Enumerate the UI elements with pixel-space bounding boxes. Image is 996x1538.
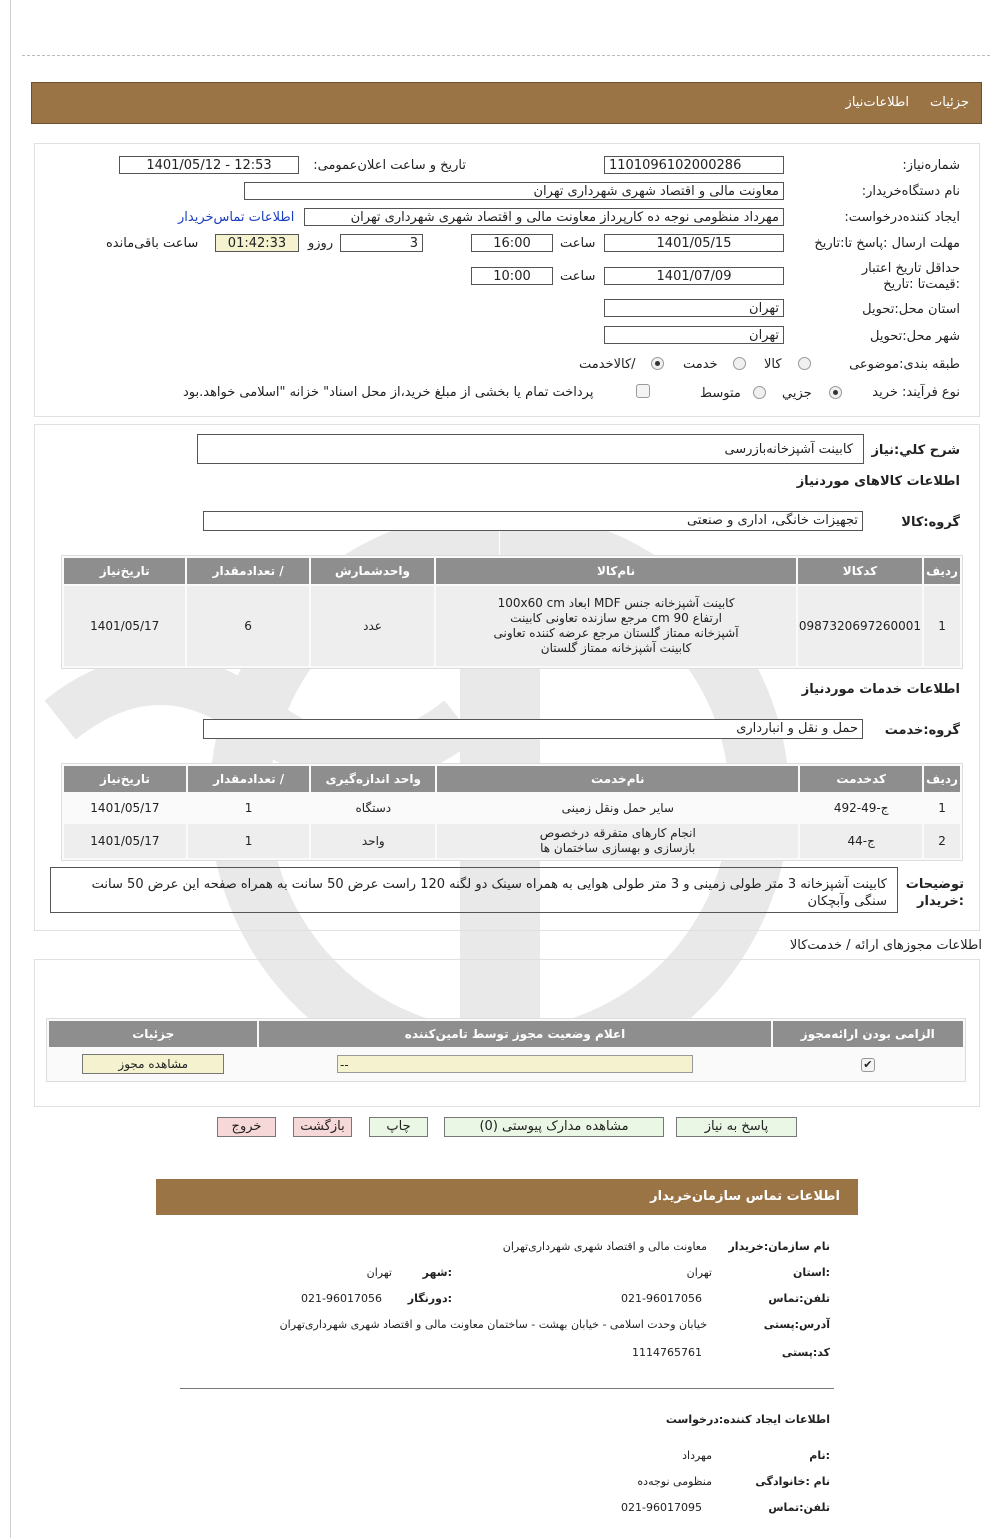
deadline-time-label: ساعت [560,236,596,251]
service-col-name: نام‌خدمت [437,766,798,792]
service-group-label: گروه:خدمت [884,723,960,738]
contact-org-value: معاونت مالی و اقتصاد شهری شهرداری‌تهران [502,1240,707,1253]
service-col-date: تاریخ‌نیاز [64,766,186,792]
goods-cell-unit: عدد [311,586,434,666]
goods-table-header [64,558,960,584]
permits-table-header [49,1021,963,1047]
service-col-row: ردیف [924,766,960,792]
exit-button[interactable]: خروج [217,1117,276,1137]
contact-postal-value: 1114765761 [632,1346,702,1359]
radio-service-label: خدمت [683,357,718,372]
deadline-label: مهلت ارسال :پاسخ تا:تاریخ [814,236,960,251]
table-row [64,586,960,666]
table-row [64,824,960,858]
contact-divider [180,1388,834,1389]
goods-cell-name: کابینت آشپزخانه جنس MDF ابعاد 100x60 cm ارتفاع 90 cm مرجع سازنده تعاونی کابینت آشپزخانه ممتاز گلستان مرجع عرضه کننده تعاونی کابینت آشپزخانه ممتاز گلستان [436,586,796,666]
contact-header-bar [156,1179,858,1215]
permits-section-title: اطلاعات مجوزهای ارائه / خدمت‌کالا [789,938,982,953]
contact-org-label: نام سازمان:خریدار [728,1240,830,1253]
permit-col-status: اعلام وضعیت مجوز توسط تامین‌کننده [259,1021,770,1047]
creator-label: ایجاد کننده‌درخواست: [844,210,960,225]
header-bar [31,82,982,124]
remaining-time-field: 01:42:33 [215,234,299,252]
services-section-title: اطلاعات خدمات موردنیاز [801,682,960,697]
goods-col-qty: / تعدادمقدار [187,558,308,584]
contact-fax-value: 021-96017056 [301,1292,382,1305]
validity-time-field[interactable]: 10:00 [471,267,553,285]
goods-cell-row: 1 [924,586,960,666]
service-cell-code: ج-44 [800,824,922,858]
permit-col-required: الزامی بودن ارائه‌مجوز [773,1021,963,1047]
treasury-payment-checkbox[interactable] [636,384,650,398]
creator-field[interactable]: مهرداد منظومی نوجه ده کارپرداز معاونت مالی و اقتصاد شهری شهرداری تهران [304,208,784,226]
services-table [61,763,963,861]
province-label: استان محل:تحویل [862,302,960,317]
deadline-time-field[interactable]: 16:00 [471,234,553,252]
radio-minor[interactable] [829,386,842,399]
back-button[interactable]: بازگشت [293,1117,352,1137]
min-validity-label: حداقل تاریخ اعتبار :قیمت‌تا :تاریخ [861,261,960,292]
deadline-date-field[interactable]: 1401/05/15 [604,234,784,252]
remaining-label: ساعت باقی‌مانده [106,236,199,251]
creator-family-label: نام :خانوادگی [755,1475,830,1488]
permit-cell-status [259,1049,770,1079]
creator-phone-label: تلفن:تماس [768,1501,830,1514]
permit-cell-details [49,1049,257,1079]
service-cell-name: انجام کارهای متفرقه درخصوص بازسازی و بهسازی ساختمان ها [437,824,798,858]
permit-status-field[interactable]: -- [337,1055,693,1073]
city-label: شهر محل:تحویل [870,329,960,344]
service-cell-date: 1401/05/17 [90,801,160,815]
services-table-header [64,766,960,792]
announce-field[interactable]: 1401/05/12 - 12:53 [119,156,299,174]
print-button[interactable]: چاپ [369,1117,428,1137]
radio-goods[interactable] [798,357,811,370]
buyer-contact-link[interactable]: اطلاعات تماس‌خریدار [178,210,295,225]
buyer-notes-field[interactable]: کابینت آشپزخانه 3 متر طولی زمینی و 3 متر طولی هوایی به همراه سینک دو لگنه 120 راست عرض 50 سانت به همراه صفحه این عرض 50 سانت سنگی وآبچکان [50,867,898,913]
contact-city-label: :شهر [422,1266,452,1279]
need-description-field[interactable]: کابینت آشپزخانه‌بازرسی [197,434,864,464]
reply-button[interactable]: پاسخ به نیاز [676,1117,797,1137]
permit-required-checkbox[interactable]: ✔ [861,1058,875,1072]
radio-minor-label: جزيي [782,386,812,401]
contact-postal-label: کد:پستی [781,1346,830,1359]
goods-table [61,555,963,669]
goods-col-code: کدکالا [798,558,922,584]
radio-goods-service[interactable] [651,357,664,370]
goods-col-date: تاریخ‌نیاز [64,558,185,584]
service-cell-unit: دستگاه [355,801,392,815]
process-label: نوع فرآیند: خرید [872,385,960,400]
radio-medium-label: متوسط [700,386,741,401]
announce-label: تاریخ و ساعت اعلان‌عمومی: [313,158,466,173]
buyer-org-field[interactable]: معاونت مالی و اقتصاد شهری شهرداری تهران [244,182,784,200]
contact-fax-label: :دورنگار [407,1292,452,1305]
creator-info-title: اطلاعات ایجاد کننده:درخواست [665,1413,830,1426]
contact-phone-label: تلفن:تماس [768,1292,830,1305]
view-permit-button[interactable]: مشاهده مجوز [82,1054,224,1074]
radio-service[interactable] [733,357,746,370]
goods-group-field[interactable]: تجهیزات خانگی، اداری و صنعتی [203,511,863,531]
service-cell-row: 2 [924,824,960,858]
buyer-notes-label: توضیحات :خریدار [905,877,964,909]
left-border-line [10,0,11,1538]
contact-address-label: آدرس:پستی [763,1318,830,1331]
service-cell-row: 1 [938,801,946,815]
goods-section-title: اطلاعات کالاهای موردنیاز [796,474,960,489]
goods-cell-qty: 6 [187,586,308,666]
service-cell-qty: 1 [188,824,310,858]
treasury-payment-note: پرداخت تمام یا بخشی از مبلغ خرید،از محل اسناد" خزانه "اسلامی خواهد.بود [183,385,594,400]
validity-date-field[interactable]: 1401/07/09 [604,267,784,285]
goods-col-name: نام‌کالا [436,558,796,584]
contact-address-value: خیابان وحدت اسلامی - خیابان بهشت - ساختمان معاونت مالی و اقتصاد شهری شهرداری‌تهران [279,1318,707,1331]
buyer-org-label: نام دستگاه‌خریدار: [861,184,960,199]
service-group-field[interactable]: حمل و نقل و انبارداری [203,719,863,739]
service-col-code: کدخدمت [800,766,922,792]
city-field[interactable]: تهران [604,326,784,344]
need-number-field[interactable]: 1101096102000286 [604,156,784,174]
tab-need-info[interactable]: اطلاعات‌نیاز [845,95,909,110]
service-cell-name: سایر حمل ونقل زمینی [561,801,674,815]
attachments-button[interactable]: مشاهده مدارک پیوستی (0) [444,1117,664,1137]
goods-cell-date: 1401/05/17 [64,586,185,666]
days-field[interactable]: 3 [340,234,423,252]
days-label: روزو [308,236,334,251]
service-col-qty: / تعدادمقدار [188,766,310,792]
service-col-unit: واحد اندازه‌گیری [311,766,435,792]
creator-phone-value: 021-96017095 [621,1501,702,1514]
need-number-label: شماره‌نیاز: [902,158,960,173]
need-description-label: شرح کلي:نیاز [871,443,960,458]
contact-province-label: :استان [793,1266,830,1279]
creator-name-label: :نام [809,1449,830,1462]
service-cell-code: ج-49-492 [833,801,889,815]
contact-province-value: تهران [686,1266,712,1279]
category-label: طبقه بندی:موضوعی [849,357,960,372]
contact-title: اطلاعات تماس سازمان‌خریدار [650,1189,840,1204]
permit-cell-required [773,1049,963,1079]
contact-phone-value: 021-96017056 [621,1292,702,1305]
creator-name-value: مهرداد [682,1449,712,1462]
service-cell-unit: واحد [311,824,435,858]
province-field[interactable]: تهران [604,299,784,317]
permits-table [46,1018,966,1082]
permit-col-details: جزئیات [49,1021,257,1047]
contact-city-value: تهران [366,1266,392,1279]
table-row [49,1049,963,1079]
top-dotted-divider [22,55,990,56]
service-cell-qty: 1 [244,801,253,815]
validity-time-label: ساعت [560,269,596,284]
creator-family-value: منظومی نوجه‌ده [637,1475,712,1488]
table-row [64,794,960,822]
goods-col-row: ردیف [924,558,960,584]
radio-goods-service-label: /کالاخدمت [579,357,636,372]
goods-cell-code: 0987320697260001 [798,586,922,666]
goods-col-unit: واحدشمارش [311,558,434,584]
service-cell-date: 1401/05/17 [64,824,186,858]
radio-goods-label: کالا [764,357,782,372]
tab-details[interactable]: جزئیات [930,95,969,110]
radio-medium[interactable] [753,386,766,399]
goods-group-label: گروه:کالا [901,515,960,530]
